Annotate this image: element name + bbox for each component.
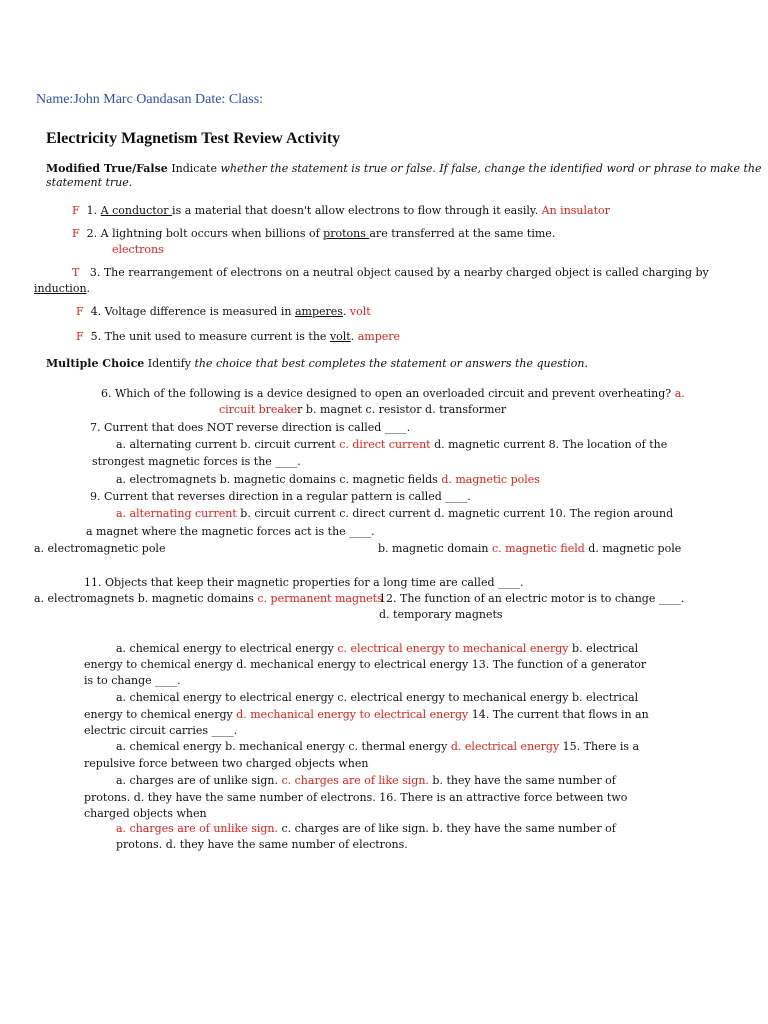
mc-line: d. temporary magnets bbox=[379, 608, 503, 621]
mc-line bbox=[116, 774, 616, 788]
question-number: 1. bbox=[86, 204, 98, 217]
choice-text: a. electromagnets b. magnetic domains bbox=[34, 592, 254, 605]
mc-line bbox=[116, 822, 616, 836]
answer-mark: F bbox=[76, 330, 84, 343]
choice-text: b. magnetic domain bbox=[378, 542, 489, 555]
question-number: 2. bbox=[86, 227, 98, 240]
tf-section-label: Modified True/False bbox=[46, 162, 168, 175]
tf-question-1 bbox=[72, 204, 610, 218]
mc-line: is to change ____. bbox=[84, 674, 181, 687]
tf-question-4 bbox=[76, 305, 371, 319]
choice-text: b. electrical bbox=[572, 642, 639, 655]
tf-question-2 bbox=[72, 227, 555, 241]
tf-instruction-cont: statement true. bbox=[46, 176, 133, 189]
mc-line: 12. The function of an electric motor is to change ____. bbox=[379, 592, 685, 605]
answer-text: d. mechanical energy to electrical energy bbox=[236, 708, 469, 721]
mc-line: a. electromagnetic pole bbox=[34, 542, 166, 555]
tf-question-3 bbox=[72, 266, 709, 280]
mc-line: energy to chemical energy d. mechanical energy to electrical energy 13. The function of a generator bbox=[84, 658, 647, 671]
mc-line bbox=[116, 438, 667, 452]
choice-text: a. chemical energy to electrical energy bbox=[116, 642, 334, 655]
mc-line bbox=[84, 708, 649, 722]
answer-text: electrons bbox=[112, 243, 164, 256]
choice-text: r b. magnet c. resistor d. transformer bbox=[297, 403, 507, 416]
answer-text: c. magnetic field bbox=[492, 542, 585, 555]
mc-instruction-text: the choice that best completes the statement or answers the question. bbox=[194, 357, 588, 370]
mc-line: a magnet where the magnetic forces act is the ____. bbox=[86, 525, 375, 538]
choice-text: 14. The current that flows in an bbox=[471, 708, 649, 721]
mc-line bbox=[101, 387, 685, 401]
choice-text: energy to chemical energy bbox=[84, 708, 233, 721]
answer-mark: F bbox=[72, 204, 80, 217]
choice-text: a. alternating current b. circuit current bbox=[116, 438, 336, 451]
tf-question-3-cont bbox=[34, 282, 90, 296]
mc-line: 7. Current that does NOT reverse direction is called ____. bbox=[90, 421, 411, 434]
question-text: The rearrangement of electrons on a neutral object caused by a nearby charged object is called charging by bbox=[103, 266, 709, 279]
choice-text: a. electromagnets b. magnetic domains c. magnetic fields bbox=[116, 473, 438, 486]
question-text: A lightning bolt occurs when billions of bbox=[100, 227, 320, 240]
period: . bbox=[350, 330, 355, 343]
mc-line bbox=[116, 473, 540, 487]
answer-text: volt bbox=[349, 305, 371, 318]
question-text-end: are transferred at the same time. bbox=[369, 227, 556, 240]
tf-prefix: Indicate bbox=[171, 162, 217, 175]
mc-line: protons. d. they have the same number of electrons. 16. There is an attractive force between two bbox=[84, 791, 628, 804]
question-text: The unit used to measure current is the bbox=[104, 330, 327, 343]
choice-text: c. charges are of like sign. b. they have the same number of bbox=[281, 822, 616, 835]
question-number: 4. bbox=[90, 305, 102, 318]
underlined-term: protons bbox=[323, 227, 370, 240]
choice-text: d. magnetic current 8. The location of the bbox=[434, 438, 668, 451]
mc-line bbox=[116, 507, 673, 521]
question-text: Voltage difference is measured in bbox=[104, 305, 292, 318]
mc-line: charged objects when bbox=[84, 807, 207, 820]
period: . bbox=[86, 282, 91, 295]
mc-line: a. chemical energy to electrical energy c. electrical energy to mechanical energy b. electrical bbox=[116, 691, 639, 704]
answer-text: a. bbox=[674, 387, 685, 400]
mc-line: 11. Objects that keep their magnetic properties for a long time are called ____. bbox=[84, 576, 524, 589]
question-number: 5. bbox=[90, 330, 102, 343]
underlined-term: volt bbox=[329, 330, 351, 343]
answer-mark: F bbox=[76, 305, 84, 318]
answer-text: c. direct current bbox=[339, 438, 431, 451]
student-name-line: Name:John Marc Oandasan Date: Class: bbox=[36, 92, 264, 107]
mc-line bbox=[378, 542, 681, 556]
choice-text: a. chemical energy b. mechanical energy c. thermal energy bbox=[116, 740, 448, 753]
mc-line bbox=[116, 740, 639, 754]
question-text: 6. Which of the following is a device designed to open an overloaded circuit and prevent overheating? bbox=[101, 387, 672, 400]
answer-text: circuit breake bbox=[219, 403, 298, 416]
tf-question-5 bbox=[76, 330, 400, 344]
answer-mark: T bbox=[72, 266, 80, 279]
answer-text: An insulator bbox=[541, 204, 610, 217]
answer-text: c. electrical energy to mechanical energy bbox=[337, 642, 569, 655]
mc-line: electric circuit carries ____. bbox=[84, 724, 238, 737]
choice-text: b. they have the same number of bbox=[432, 774, 616, 787]
mc-line: 9. Current that reverses direction in a regular pattern is called ____. bbox=[90, 490, 471, 503]
question-number: 3. bbox=[89, 266, 101, 279]
answer-text: d. electrical energy bbox=[450, 740, 560, 753]
choice-text: a. charges are of unlike sign. bbox=[116, 774, 278, 787]
answer-text: c. permanent magnets bbox=[257, 592, 383, 605]
answer-text: a. alternating current bbox=[116, 507, 237, 520]
underlined-term: A conductor bbox=[100, 204, 173, 217]
mc-section-label: Multiple Choice bbox=[46, 357, 145, 370]
answer-text: c. charges are of like sign. bbox=[281, 774, 429, 787]
choice-text: 15. There is a bbox=[562, 740, 640, 753]
answer-text: ampere bbox=[357, 330, 401, 343]
tf-instructions bbox=[46, 162, 762, 176]
answer-mark: F bbox=[72, 227, 80, 240]
mc-line: protons. d. they have the same number of electrons. bbox=[116, 838, 408, 851]
mc-line: repulsive force between two charged objects when bbox=[84, 757, 369, 770]
mc-line bbox=[116, 642, 638, 656]
period: . bbox=[342, 305, 347, 318]
question-text: is a material that doesn't allow electrons to flow through it easily. bbox=[172, 204, 539, 217]
choice-text: d. magnetic pole bbox=[588, 542, 682, 555]
underlined-term: amperes bbox=[294, 305, 343, 318]
answer-text: d. magnetic poles bbox=[441, 473, 540, 486]
page-title: Electricity Magnetism Test Review Activity bbox=[46, 130, 341, 147]
mc-line bbox=[34, 592, 383, 606]
choice-text: b. circuit current c. direct current d. magnetic current 10. The region around bbox=[240, 507, 674, 520]
answer-text: a. charges are of unlike sign. bbox=[116, 822, 278, 835]
mc-line bbox=[219, 403, 506, 417]
mc-instructions bbox=[46, 357, 588, 371]
underlined-term: induction bbox=[34, 282, 87, 295]
tf-instruction-text: whether the statement is true or false. If false, change the identified word or phrase to make the bbox=[220, 162, 762, 175]
mc-line: strongest magnetic forces is the ____. bbox=[92, 455, 301, 468]
mc-prefix: Identify bbox=[147, 357, 191, 370]
